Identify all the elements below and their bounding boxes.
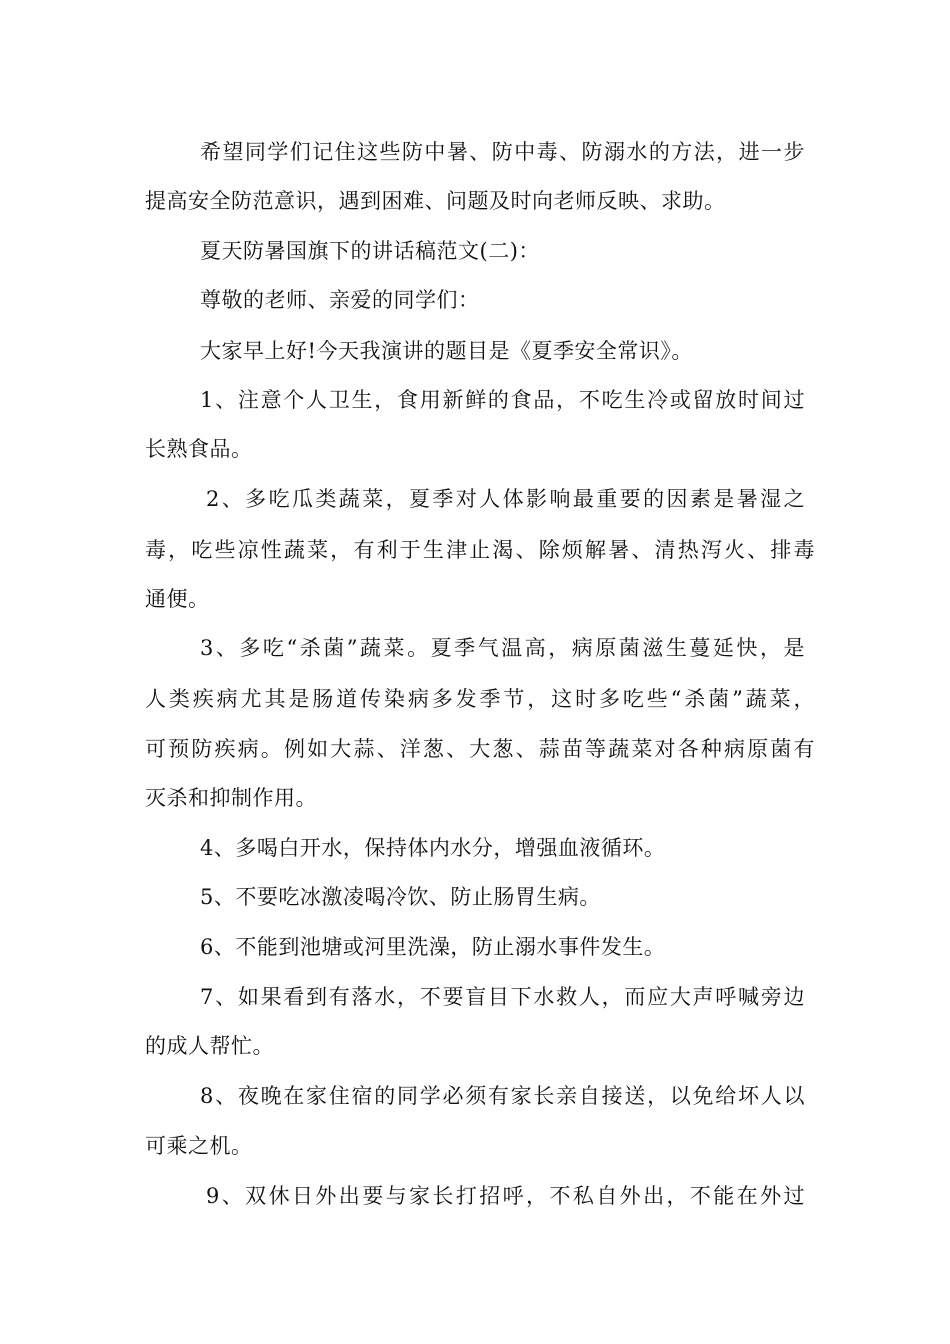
list-item-line: 6、不能到池塘或河里洗澡，防止溺水事件发生。: [200, 935, 666, 959]
list-item-line: 1、注意个人卫生，食用新鲜的食品，不吃生冷或留放时间过: [200, 388, 805, 412]
section-heading: 夏天防暑国旗下的讲话稿范文(二)：: [200, 239, 540, 263]
salutation: 尊敬的老师、亲爱的同学们：: [200, 288, 480, 312]
list-item-line: 通便。: [145, 587, 210, 611]
list-item-line: 的成人帮忙。: [145, 1034, 274, 1058]
list-item-line: 可预防疾病。例如大蒜、洋葱、大葱、蒜苗等蔬菜对各种病原菌有: [145, 737, 815, 761]
list-item-line: 7、如果看到有落水，不要盲目下水救人，而应大声呼喊旁边: [200, 985, 805, 1009]
list-item-line: 可乘之机。: [145, 1134, 253, 1158]
list-item-line: 3、多吃“杀菌”蔬菜。夏季气温高，病原菌滋生蔓延快，是: [200, 636, 805, 660]
list-item-line: 长熟食品。: [145, 437, 253, 461]
list-item-line: 毒，吃些凉性蔬菜，有利于生津止渴、除烦解暑、清热泻火、排毒: [145, 538, 815, 562]
list-item-line: 8、夜晚在家住宿的同学必须有家长亲自接送，以免给坏人以: [200, 1084, 805, 1108]
list-item-line: 灭杀和抑制作用。: [145, 786, 317, 810]
list-item-line: 2、多吃瓜类蔬菜，夏季对人体影响最重要的因素是暑湿之: [206, 487, 805, 511]
list-item-line: 5、不要吃冰激凌喝冷饮、防止肠胃生病。: [200, 885, 601, 909]
paragraph-line: 大家早上好!今天我演讲的题目是《夏季安全常识》。: [200, 339, 693, 363]
paragraph-line: 提高安全防范意识，遇到困难、问题及时向老师反映、求助。: [145, 189, 726, 213]
list-item-line: 9、双休日外出要与家长打招呼，不私自外出，不能在外过: [206, 1184, 805, 1208]
list-item-line: 人类疾病尤其是肠道传染病多发季节，这时多吃些“杀菌”蔬菜，: [145, 687, 815, 711]
paragraph-line: 希望同学们记住这些防中暑、防中毒、防溺水的方法，进一步: [200, 140, 805, 164]
list-item-line: 4、多喝白开水，保持体内水分，增强血液循环。: [200, 836, 666, 860]
